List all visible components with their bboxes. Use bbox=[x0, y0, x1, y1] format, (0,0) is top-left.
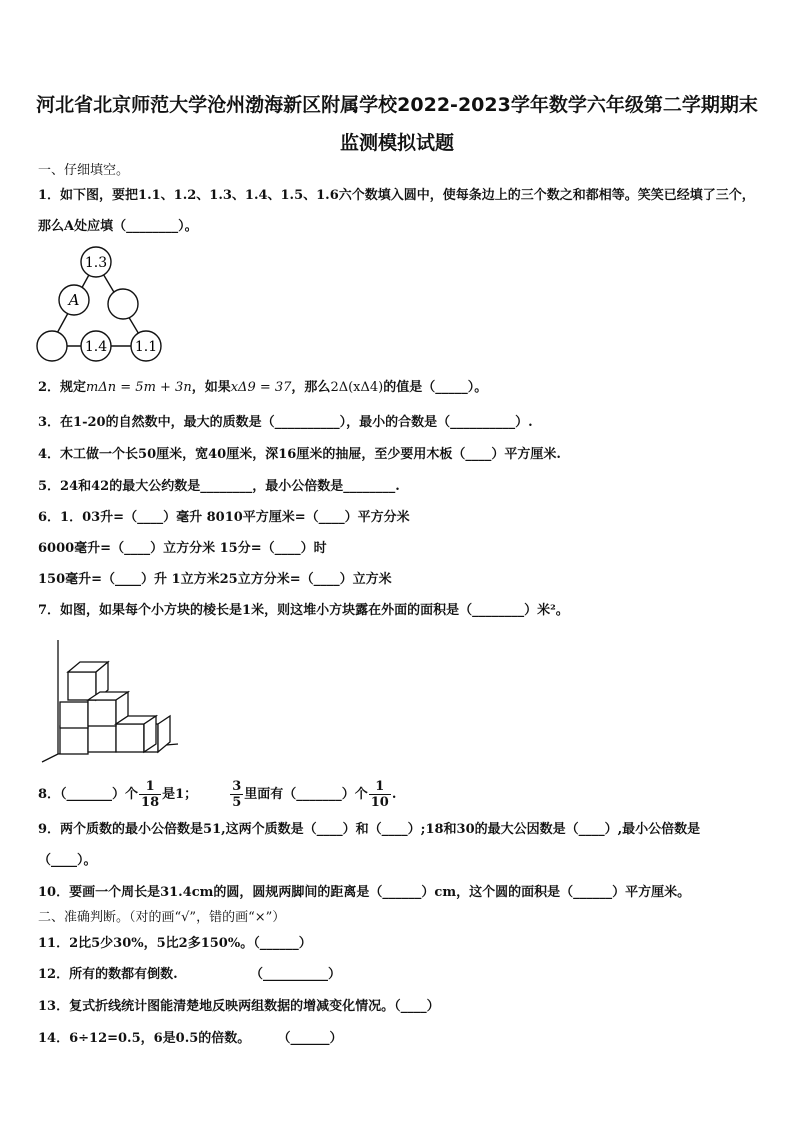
cube-stack-figure bbox=[38, 636, 188, 766]
question-11: 11．2比5少30%，5比2多150%。（______） bbox=[38, 936, 312, 951]
question-5: 5．24和42的最大公约数是________，最小公倍数是________. bbox=[38, 479, 400, 494]
question-2: 2．规定mΔn = 5m + 3n，如果xΔ9 = 37，那么2Δ(xΔ4)的值是（_____）。 bbox=[38, 380, 488, 395]
circle-a-label: A bbox=[68, 291, 80, 309]
section-1-heading: 一、仔细填空。 bbox=[38, 163, 130, 178]
question-1-line-1: 1．如下图，要把1.1、1.2、1.3、1.4、1.5、1.6六个数填入圆中，使每条边上的三个数之和都相等。笑笑已经填了三个， bbox=[38, 188, 755, 203]
q2-rule: mΔn = 5m + 3n bbox=[86, 380, 192, 395]
fraction-3-5: $\frac{3}{5}$ bbox=[232, 779, 242, 810]
title-line-1: 河北省北京师范大学沧州渤海新区附属学校2022-2023学年数学六年级第二学期期末 bbox=[36, 94, 758, 116]
circle-bottom-mid-value: 1.4 bbox=[84, 339, 108, 355]
triangle-circle-figure bbox=[36, 246, 166, 364]
question-3: 3．在1-20的自然数中，最大的质数是（__________），最小的合数是（__________）. bbox=[38, 415, 533, 430]
question-9-line-1: 9．两个质数的最小公倍数是51,这两个质数是（____）和（____）;18和30的最大公因数是（____）,最小公倍数是 bbox=[38, 822, 701, 837]
question-6-line-1: 6．1．03升=（____）毫升 8010平方厘米=（____）平方分米 bbox=[38, 510, 410, 525]
question-4: 4．木工做一个长50厘米，宽40厘米，深16厘米的抽屉，至少要用木板（____）平方厘米. bbox=[38, 447, 561, 462]
circle-top-value: 1.3 bbox=[84, 255, 108, 271]
question-1-line-2: 那么A处应填（________）。 bbox=[38, 219, 198, 234]
question-9-line-2: （____）。 bbox=[38, 853, 97, 868]
question-8: 8．（_______）个 $\frac{1}{18}$ 是1； $\frac{3}{5}$ 里面有（_______）个 $\frac{1}{10}$ . bbox=[38, 779, 397, 810]
fraction-1-18: $\frac{1}{18}$ bbox=[141, 779, 160, 810]
question-12: 12．所有的数都有倒数. （__________） bbox=[38, 967, 342, 982]
fraction-1-10: $\frac{1}{10}$ bbox=[370, 779, 389, 810]
question-7: 7．如图，如果每个小方块的棱长是1米，则这堆小方块露在外面的面积是（________）米²。 bbox=[38, 603, 569, 618]
title-line-2: 监测模拟试题 bbox=[339, 132, 454, 154]
question-6-line-2: 6000毫升=（____）立方分米 15分=（____）时 bbox=[38, 541, 327, 556]
question-14: 14．6÷12=0.5，6是0.5的倍数。 （______） bbox=[38, 1031, 343, 1046]
q2-expression: 2Δ(xΔ4) bbox=[330, 380, 384, 395]
question-6-line-3: 150毫升=（____）升 1立方米25立方分米=（____）立方米 bbox=[38, 572, 392, 587]
question-10: 10．要画一个周长是31.4cm的圆，圆规两脚间的距离是（______）cm，这个圆的面积是（______）平方厘米。 bbox=[38, 885, 691, 900]
question-13: 13．复式折线统计图能清楚地反映两组数据的增减变化情况。（____） bbox=[38, 999, 440, 1014]
section-2-heading: 二、准确判断。（对的画“√”，错的画“×”） bbox=[38, 910, 286, 925]
q2-condition: xΔ9 = 37 bbox=[230, 380, 292, 395]
circle-bottom-right-value: 1.1 bbox=[134, 339, 158, 355]
